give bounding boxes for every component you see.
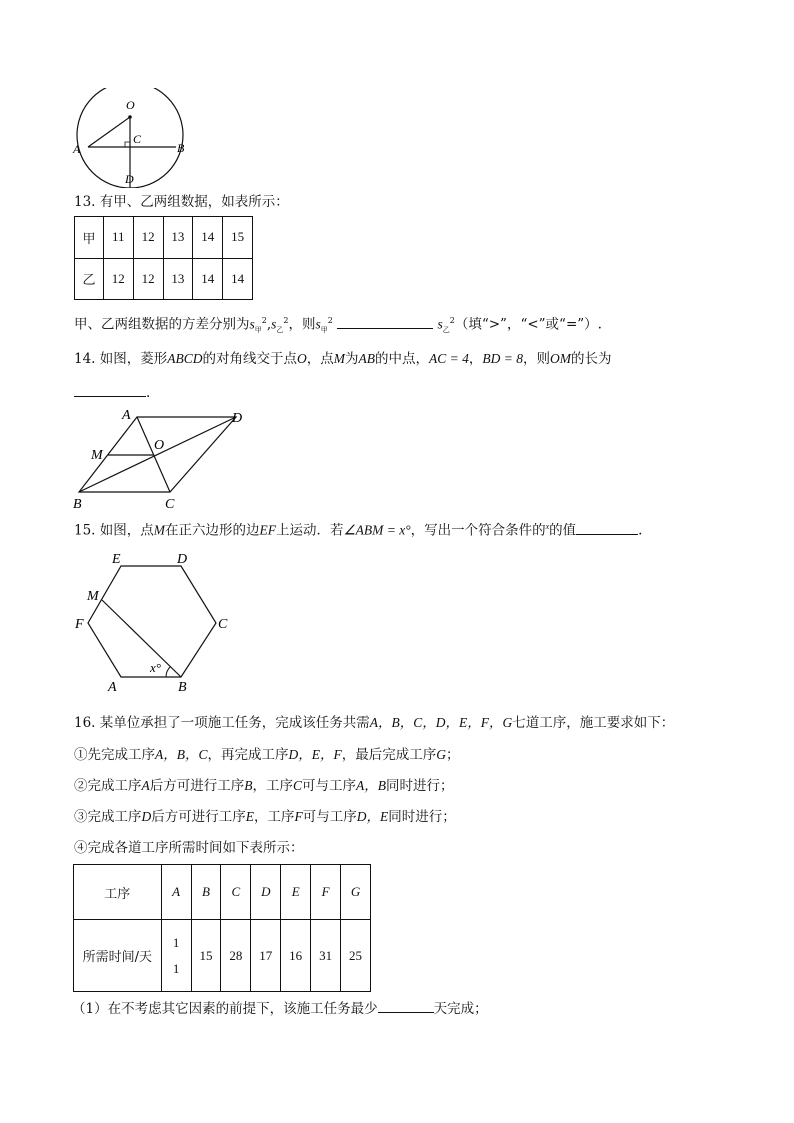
label-D: D [125, 172, 134, 186]
q14-stem: 14. 如图，菱形ABCD的对角线交于点O，点M为AB的中点，AC = 4，BD = 8，则OM的长为 [74, 351, 612, 367]
table-cell: 12 [103, 258, 133, 300]
q16-table [73, 864, 371, 992]
table-cell: 13 [163, 258, 193, 300]
table-row [74, 920, 371, 992]
table-cell: 12 [133, 217, 163, 259]
table-cell: 1 1 [161, 920, 191, 992]
label-x: x° [150, 660, 161, 675]
table-cell: 15 [191, 920, 221, 992]
label-C: C [218, 617, 228, 632]
row-label: 所需时间/天 [74, 920, 162, 992]
label-B: B [177, 141, 185, 155]
label-A: A [73, 142, 81, 156]
label-C: C [165, 497, 175, 512]
header-cell: B [191, 865, 221, 920]
answer-blank[interactable] [74, 384, 146, 397]
q16-sub1: （1）在不考虑其它因素的前提下，该施工任务最少 天完成； [72, 1001, 488, 1017]
answer-blank[interactable] [576, 522, 638, 535]
q13-answer-line: 甲、乙两组数据的方差分别为$s_甲^2,s_乙^2$，则$s_甲^2$ $s_乙^2$（填“>”，“<”或“=”）. [74, 316, 602, 335]
table-cell: 25 [341, 920, 371, 992]
answer-blank[interactable] [378, 1000, 434, 1013]
header-cell: E [281, 865, 311, 920]
table-cell: 31 [311, 920, 341, 992]
label-D: D [232, 411, 243, 426]
table-cell: 12 [133, 258, 163, 300]
label-B: B [73, 497, 82, 512]
q14-answer-line: . [74, 384, 150, 402]
table-cell: 16 [281, 920, 311, 992]
row-label-yi: 乙 [75, 258, 104, 300]
q13-table [74, 216, 253, 300]
table-cell: 14 [193, 258, 223, 300]
q16-rule-2: ②完成工序A后方可进行工序B，工序C可与工序A，B同时进行； [74, 778, 454, 794]
header-cell: C [221, 865, 251, 920]
table-cell: 13 [163, 217, 193, 259]
label-A: A [108, 680, 117, 695]
table-cell: 14 [223, 258, 253, 300]
label-M: M [91, 448, 103, 463]
circle-figure [66, 88, 206, 188]
q16-rule-4: ④完成各道工序所需时间如下表所示： [74, 840, 304, 856]
table-cell: 17 [251, 920, 281, 992]
header-label: 工序 [74, 865, 162, 920]
table-cell: 28 [221, 920, 251, 992]
label-C: C [133, 132, 142, 146]
label-D: D [177, 552, 188, 567]
row-label-jia: 甲 [75, 217, 104, 259]
label-M: M [87, 589, 99, 604]
header-cell: A [161, 865, 191, 920]
q15-stem: 15. 如图，点M在正六边形的边EF上运动．若∠ABM = x°，写出一个符合条件的$^x$的值 . [74, 522, 643, 539]
hexagon-figure [66, 545, 246, 697]
header-cell: D [251, 865, 281, 920]
label-E: E [112, 552, 121, 567]
label-O: O [126, 98, 135, 112]
table-cell: 15 [223, 217, 253, 259]
label-A: A [122, 408, 131, 423]
table-cell: 11 [103, 217, 133, 259]
table-row [75, 217, 253, 259]
rhombus-figure [66, 404, 256, 514]
header-cell: G [341, 865, 371, 920]
table-cell: 14 [193, 217, 223, 259]
label-F: F [75, 617, 84, 632]
label-O: O [154, 438, 165, 453]
table-row [75, 258, 253, 300]
q16-rule-3: ③完成工序D后方可进行工序E，工序F可与工序D，E同时进行； [74, 809, 456, 825]
table-row [74, 865, 371, 920]
answer-blank[interactable] [337, 316, 433, 329]
q16-rule-1: ①先完成工序A，B，C，再完成工序D，E，F，最后完成工序G； [74, 747, 460, 763]
header-cell: F [311, 865, 341, 920]
q16-stem: 16. 某单位承担了一项施工任务，完成该任务共需A，B，C，D，E，F，G七道工序，施工要求如下： [74, 715, 675, 731]
q13-stem: 13. 有甲、乙两组数据，如表所示： [74, 194, 289, 210]
label-B: B [178, 680, 187, 695]
